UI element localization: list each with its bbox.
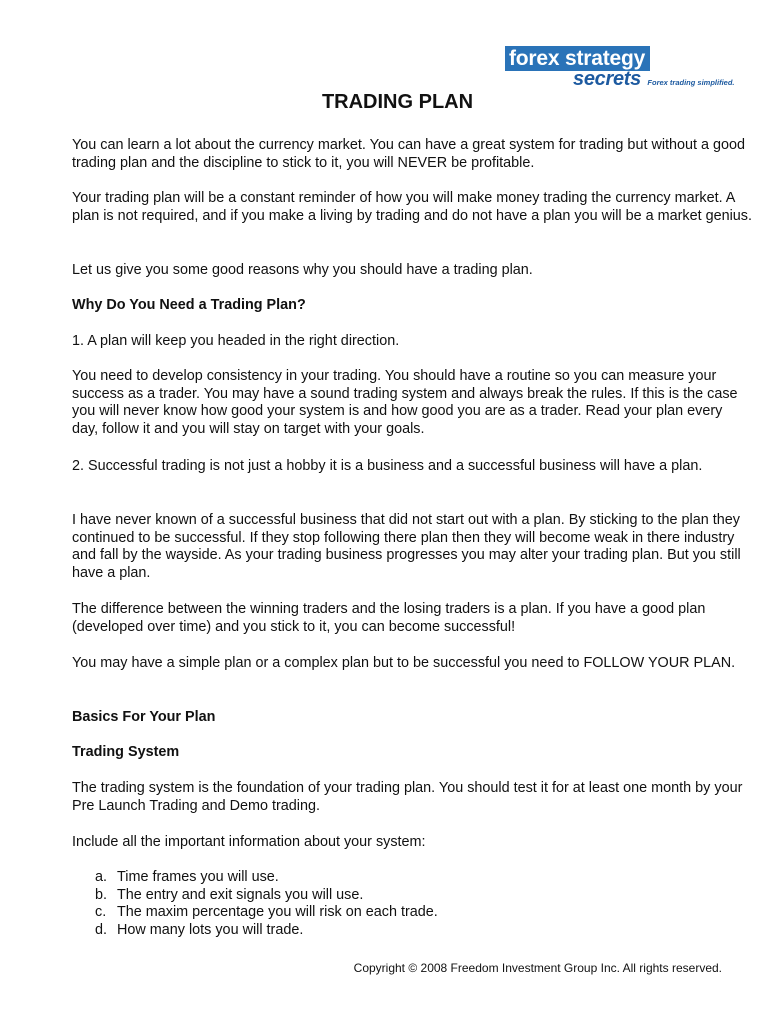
list-item-text: The entry and exit signals you will use. <box>117 886 364 903</box>
paragraph-reason-1: 1. A plan will keep you headed in the right direction. <box>72 333 400 349</box>
page-title: TRADING PLAN <box>321 91 474 113</box>
list-item <box>95 922 438 940</box>
copyright-footer: Copyright © 2008 Freedom Investment Group Inc. All rights reserved. <box>353 961 722 975</box>
paragraph-business: I have never known of a successful business that did not start out with a plan. By sticking to the plan they continued to be successful. If they stop following there plan then they will become weak in there industry and fall by the wayside. As your trading business progresses you may alter your trading plan. But you still have a plan. <box>72 512 741 581</box>
paragraph-difference: The difference between the winning traders and the losing traders is a plan. If you have a good plan (developed over time) and you stick to it, you can become successful! <box>72 601 706 635</box>
list-item <box>95 869 438 887</box>
list-item-letter: b. <box>95 886 108 903</box>
paragraph-reminder: Your trading plan will be a constant reminder of how you will make money trading the currency market. A plan is not required, and if you make a living by trading and do not have a plan you will be a market genius. <box>72 190 752 224</box>
paragraph-follow-plan: You may have a simple plan or a complex plan but to be successful you need to FOLLOW YOUR PLAN. <box>72 655 736 671</box>
paragraph-reason-2: 2. Successful trading is not just a hobby it is a business and a successful business will have a plan. <box>72 458 703 474</box>
list-item-text: How many lots you will trade. <box>117 921 304 938</box>
list-item-letter: d. <box>95 921 108 938</box>
list-item-letter: a. <box>95 869 108 885</box>
heading-why-need-plan: Why Do You Need a Trading Plan? <box>72 297 306 313</box>
paragraph-consistency: You need to develop consistency in your trading. You should have a routine so you can measure your success as a trader. You may have a sound trading system and always break the rules. If this is the case you will never know how good your system is and how good you are as a trader. Read your plan every day, follow it and you will stay on target with your goals. <box>72 368 738 437</box>
list-item-letter: c. <box>95 904 107 921</box>
logo-bottom <box>573 68 735 91</box>
paragraph-reasons: Let us give you some good reasons why you should have a trading plan. <box>72 262 533 278</box>
list-item-text: The maxim percentage you will risk on each trade. <box>117 904 438 921</box>
paragraph-intro: You can learn a lot about the currency market. You can have a great system for trading but without a good trading plan and the discipline to stick to it, you will NEVER be profitable. <box>72 137 746 171</box>
paragraph-include: Include all the important information about your system: <box>72 834 426 850</box>
list-item-text: Time frames you will use. <box>117 869 279 885</box>
brand-logo <box>505 46 735 90</box>
system-info-list <box>95 869 438 939</box>
logo-top-text: forex strategy <box>505 46 650 71</box>
heading-basics: Basics For Your Plan <box>72 709 216 725</box>
heading-trading-system: Trading System <box>72 744 180 760</box>
paragraph-foundation: The trading system is the foundation of your trading plan. You should test it for at least one month by your Pre Launch Trading and Demo trading. <box>72 780 743 814</box>
list-item <box>95 887 438 905</box>
logo-tagline: Forex trading simplified. <box>647 78 735 87</box>
logo-secrets-text: secrets <box>573 68 641 90</box>
list-item <box>95 904 438 922</box>
